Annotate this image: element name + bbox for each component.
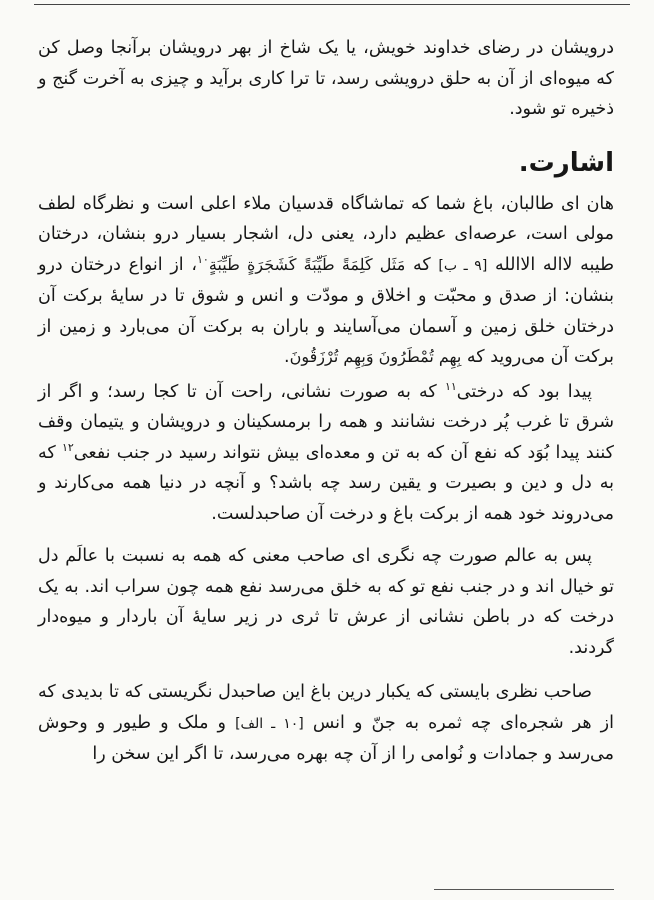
paragraph-5-part-a: صاحب نظری بایستی که یکبار درین باغ این صاحبدل نگریستی که تا بدیدی که از هر شجره‌ای چه ثمره به جنّ و انس xyxy=(38,682,614,733)
paragraph-3-part-b: که به صورت نشانی، راحت آن تا کجا رسد؛ و اگر از شرق تا غرب پُر درخت نشانند و همه را برمسکینان و درویشان و یتیمان وقف کنند پیدا بُوَد که نفع آن که به تن و معده‌ای بیش نتواند رسید در جنب نفعی xyxy=(38,381,614,463)
paragraph-5 xyxy=(38,677,614,770)
footnote-marker-12: ۱۲ xyxy=(61,440,74,454)
section-heading-marker: . xyxy=(518,147,529,178)
paragraph-2-part-b: که xyxy=(405,254,439,275)
paragraph-2 xyxy=(38,189,614,373)
folio-reference-9b: [۹ ـ ب] xyxy=(438,257,488,274)
quran-quote-2: بِهِم تُمْطَرُونَ وَبِهِم تُرْزَقُونَ xyxy=(289,347,462,366)
paragraph-5-part-b: و ملک و طیور و وحوش می‌رسد و جمادات و نُوامی را از آن چه بهره می‌رسد، تا اگر این سخن را xyxy=(38,712,614,764)
paragraph-2-part-c: ، از انواع درختان درو بنشان: از صدق و محبّت و اخلاق و مودّت و انس و شوق تا در سایهٔ برکت آن درختان خلق زمین و آسمان می‌آسایند و باران به برکت آن می‌بارد و زمین از برکت آن می‌روید که xyxy=(38,254,614,367)
paragraph-3-part-c: که به دل و دین و بصیرت و یقین رسد چه باشد؟ و آنچه در دنیا همه می‌کارند و می‌دروند خود همه از برکت باغ و درخت آن صاحبدلست. xyxy=(38,442,614,524)
footnote-marker-11: ۱۱ xyxy=(444,379,457,393)
paragraph-3-part-a: پیدا بود که درختی xyxy=(456,381,592,402)
paragraph-3 xyxy=(38,377,614,530)
paragraph-4: پس به عالم صورت چه نگری ای صاحب معنی که همه به نسبت با عالَم دل تو خیال اند و در جنب نفع تو که به خلق می‌رسد نفع همه چون سراب اند. به یک درخت که در باطن نشانی از عرش تا ثری در زیر سایهٔ آن باردار و میوه‌دار گردند. xyxy=(38,546,614,658)
quran-quote-1: مَثَل کَلِمَةً طَیِّبَةً کَشَجَرَةٍ طَیِّبَةٍ xyxy=(208,254,406,274)
section-heading xyxy=(38,145,614,181)
paragraph-2-part-a: هان ای طالبان، باغ شما که تماشاگاه قدسیان ملاء اعلی است و نظرگاه لطف مولی است، عرصه‌ای عظیم دارد، یعنی دل، اشجار بسیار درو بنشان، درختان طیبه لااله الاالله xyxy=(38,193,614,275)
bottom-rule xyxy=(434,889,614,890)
top-rule xyxy=(34,4,630,5)
folio-reference-10a: [۱۰ ـ الف] xyxy=(235,715,304,732)
paragraph-1: درویشان در رضای خداوند خویش، یا یک شاخ از بهر درویشان برآنجا وصل کن که میوه‌ای از آن به حلق درویشی رسد، تا ترا کاری برآید و چیزی به آخرت گنج و ذخیره تو شود. xyxy=(38,38,614,119)
footnote-marker-10: ۱۰ xyxy=(197,252,209,266)
paragraph-2-part-d: . xyxy=(284,347,290,367)
section-heading-text: اشارت xyxy=(528,147,614,178)
